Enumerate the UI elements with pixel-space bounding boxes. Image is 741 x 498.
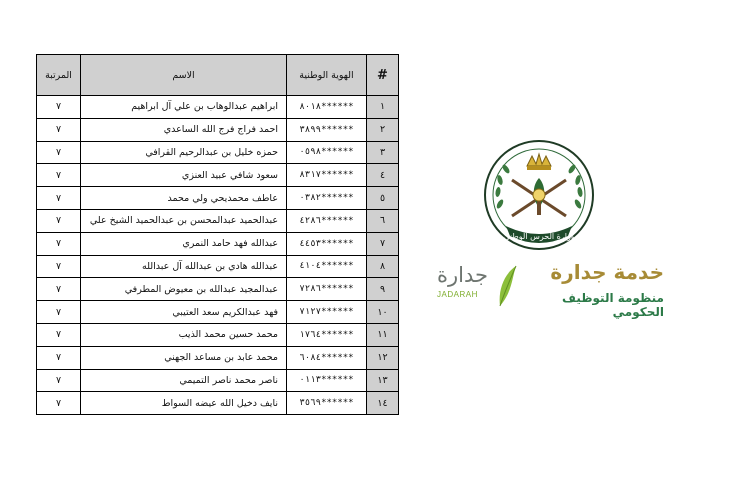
row-number: ٣: [367, 141, 399, 164]
service-subtitle: منظومة التوظيف الحكومي: [562, 291, 664, 319]
header-number: #: [367, 55, 399, 96]
national-id-cell: ******١٧٦٤: [287, 323, 367, 346]
row-number: ١٢: [367, 346, 399, 369]
header-name: الاسم: [81, 55, 287, 96]
jadarah-wordmark: جدارة: [437, 263, 488, 287]
name-cell: محمد حسين محمد الذيب: [81, 323, 287, 346]
name-cell: نايف دخيل الله عيضه السواط: [81, 392, 287, 415]
rank-cell: ٧: [37, 164, 81, 187]
rank-cell: ٧: [37, 118, 81, 141]
name-cell: عبدالحميد عبدالمحسن بن عبدالحميد الشيخ علي: [81, 209, 287, 232]
row-number: ٩: [367, 278, 399, 301]
table-row: [37, 369, 399, 392]
table-row: [37, 346, 399, 369]
table-row: [37, 187, 399, 210]
table-row: [37, 118, 399, 141]
national-id-cell: ******٨٣١٧: [287, 164, 367, 187]
rank-cell: ٧: [37, 96, 81, 119]
name-cell: ابراهيم عبدالوهاب بن علي آل ابراهيم: [81, 96, 287, 119]
table-row: [37, 141, 399, 164]
row-number: ١٠: [367, 301, 399, 324]
national-id-cell: ******٤٢٨٦: [287, 209, 367, 232]
national-guard-emblem: [482, 138, 596, 252]
name-cell: عاطف محمديحي ولي محمد: [81, 187, 287, 210]
rank-cell: ٧: [37, 187, 81, 210]
row-number: ١: [367, 96, 399, 119]
row-number: ٧: [367, 232, 399, 255]
national-id-cell: ******٨٠١٨: [287, 96, 367, 119]
leaf-icon: [496, 264, 518, 308]
row-number: ٤: [367, 164, 399, 187]
rank-cell: ٧: [37, 369, 81, 392]
service-title: خدمة جدارة: [550, 260, 664, 284]
row-number: ١٤: [367, 392, 399, 415]
name-cell: محمد عابد بن مساعد الجهني: [81, 346, 287, 369]
name-cell: عبدالله هادي بن عبدالله آل عبدالله: [81, 255, 287, 278]
rank-cell: ٧: [37, 346, 81, 369]
name-cell: عبدالله فهد حامد النمري: [81, 232, 287, 255]
table-row: [37, 278, 399, 301]
table-row: [37, 232, 399, 255]
rank-cell: ٧: [37, 141, 81, 164]
table-row: [37, 323, 399, 346]
national-id-cell: ******٧١٢٧: [287, 301, 367, 324]
name-cell: سعود شافي عبيد العنزي: [81, 164, 287, 187]
table-row: [37, 209, 399, 232]
row-number: ٥: [367, 187, 399, 210]
table-row: [37, 301, 399, 324]
national-id-cell: ******٤١٠٤: [287, 255, 367, 278]
svg-text:وزارة الحرس الوطني: وزارة الحرس الوطني: [503, 232, 575, 241]
nominees-table: [36, 54, 399, 415]
row-number: ٢: [367, 118, 399, 141]
rank-cell: ٧: [37, 323, 81, 346]
jadarah-latin: JADARAH: [437, 290, 478, 299]
row-number: ١٣: [367, 369, 399, 392]
rank-cell: ٧: [37, 232, 81, 255]
national-id-cell: ******٦٠٨٤: [287, 346, 367, 369]
jadarah-brand: [430, 260, 670, 320]
name-cell: عبدالمجيد عبدالله بن معيوض المطرفي: [81, 278, 287, 301]
table-row: [37, 392, 399, 415]
national-id-cell: ******٣٨٩٩: [287, 118, 367, 141]
national-id-cell: ******٠٣٨٢: [287, 187, 367, 210]
row-number: ٦: [367, 209, 399, 232]
rank-cell: ٧: [37, 278, 81, 301]
table-header-row: [37, 55, 399, 96]
name-cell: حمزه خليل بن عبدالرحيم القرافي: [81, 141, 287, 164]
header-national-id: الهوية الوطنية: [287, 55, 367, 96]
rank-cell: ٧: [37, 301, 81, 324]
name-cell: ناصر محمد ناصر التميمي: [81, 369, 287, 392]
national-id-cell: ******٤٤٥٣: [287, 232, 367, 255]
rank-cell: ٧: [37, 392, 81, 415]
header-rank: المرتبة: [37, 55, 81, 96]
national-id-cell: ******٠٥٩٨: [287, 141, 367, 164]
national-id-cell: ******٧٢٨٦: [287, 278, 367, 301]
row-number: ١١: [367, 323, 399, 346]
name-cell: فهد عبدالكريم سعد العتيبي: [81, 301, 287, 324]
rank-cell: ٧: [37, 255, 81, 278]
name-cell: احمد فراج فرج الله الساعدي: [81, 118, 287, 141]
table-row: [37, 96, 399, 119]
row-number: ٨: [367, 255, 399, 278]
national-id-cell: ******٣٥٦٩: [287, 392, 367, 415]
national-id-cell: ******٠١١٣: [287, 369, 367, 392]
table-row: [37, 164, 399, 187]
table-row: [37, 255, 399, 278]
rank-cell: ٧: [37, 209, 81, 232]
